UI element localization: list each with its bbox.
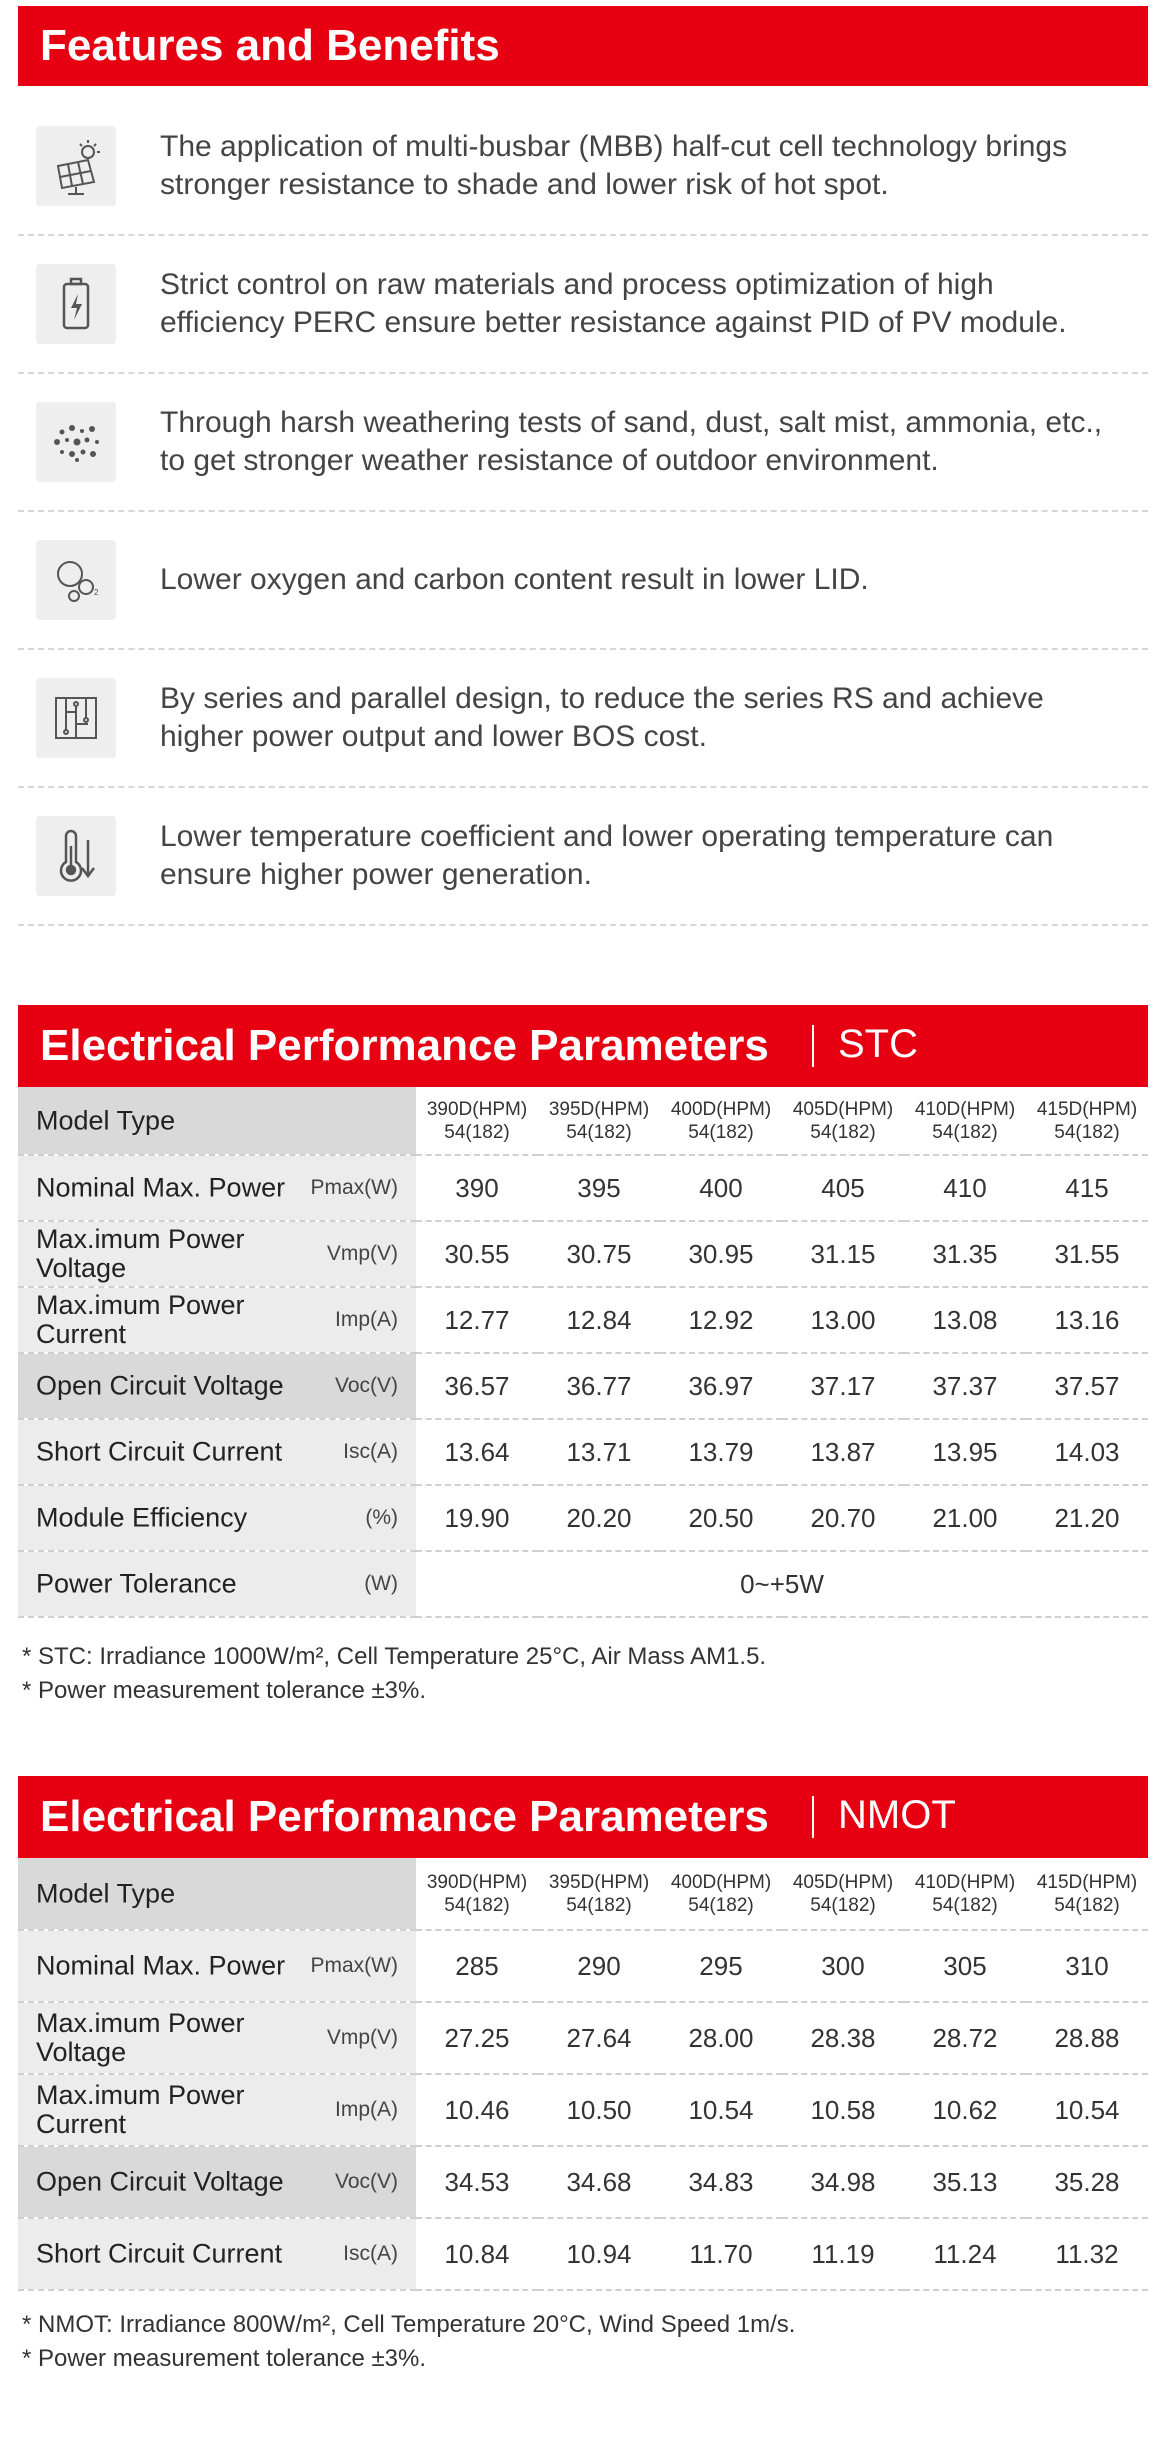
circuit-icon bbox=[36, 678, 116, 758]
value-cell: 28.00 bbox=[660, 2002, 782, 2074]
value-cell: 14.03 bbox=[1026, 1419, 1148, 1485]
value-cell: 35.28 bbox=[1026, 2146, 1148, 2218]
value-cell: 300 bbox=[782, 1930, 904, 2002]
value-cell: 28.88 bbox=[1026, 2002, 1148, 2074]
stc-notes bbox=[22, 1640, 766, 1708]
oxygen-icon bbox=[36, 540, 116, 620]
model-cell: 410D(HPM) 54(182) bbox=[904, 1087, 1026, 1155]
value-cell: 10.50 bbox=[538, 2074, 660, 2146]
row-label: Nominal Max. Power Pmax(W) bbox=[18, 1155, 416, 1221]
model-cell: 390D(HPM) 54(182) bbox=[416, 1858, 538, 1930]
value-cell: 13.87 bbox=[782, 1419, 904, 1485]
stc-table bbox=[18, 1087, 1148, 1618]
value-cell: 34.68 bbox=[538, 2146, 660, 2218]
value-cell: 13.95 bbox=[904, 1419, 1026, 1485]
table-row bbox=[18, 1930, 1148, 2002]
value-cell: 36.97 bbox=[660, 1353, 782, 1419]
model-cell: 400D(HPM) 54(182) bbox=[660, 1858, 782, 1930]
thermometer-icon bbox=[36, 816, 116, 896]
feature-text: Lower oxygen and carbon content result in lower LID. bbox=[160, 563, 869, 596]
table-row bbox=[18, 2218, 1148, 2290]
features-title: Features and Benefits bbox=[40, 21, 500, 70]
model-cell: 405D(HPM) 54(182) bbox=[782, 1858, 904, 1930]
note-line: * Power measurement tolerance ±3%. bbox=[22, 1677, 427, 1704]
value-cell: 30.75 bbox=[538, 1221, 660, 1287]
value-cell: 36.77 bbox=[538, 1353, 660, 1419]
value-cell: 30.95 bbox=[660, 1221, 782, 1287]
value-cell: 11.24 bbox=[904, 2218, 1026, 2290]
model-cell: 400D(HPM) 54(182) bbox=[660, 1087, 782, 1155]
value-cell: 12.77 bbox=[416, 1287, 538, 1353]
value-cell: 28.72 bbox=[904, 2002, 1026, 2074]
value-cell: 405 bbox=[782, 1155, 904, 1221]
value-cell: 10.58 bbox=[782, 2074, 904, 2146]
value-cell: 310 bbox=[1026, 1930, 1148, 2002]
value-cell: 27.25 bbox=[416, 2002, 538, 2074]
row-label: Power Tolerance (W) bbox=[18, 1551, 416, 1617]
value-cell: 36.57 bbox=[416, 1353, 538, 1419]
particles-icon bbox=[36, 402, 116, 482]
row-label: Nominal Max. Power Pmax(W) bbox=[18, 1930, 416, 2002]
value-cell: 11.32 bbox=[1026, 2218, 1148, 2290]
value-cell: 13.00 bbox=[782, 1287, 904, 1353]
value-cell: 410 bbox=[904, 1155, 1026, 1221]
table-row bbox=[18, 1155, 1148, 1221]
model-cell: 410D(HPM) 54(182) bbox=[904, 1858, 1026, 1930]
nmot-table bbox=[18, 1858, 1148, 2291]
note-line: * STC: Irradiance 1000W/m², Cell Temperature 25°C, Air Mass AM1.5. bbox=[22, 1643, 767, 1670]
model-cell: 395D(HPM) 54(182) bbox=[538, 1858, 660, 1930]
row-label: Open Circuit Voltage Voc(V) bbox=[18, 2146, 416, 2218]
table-row bbox=[18, 1485, 1148, 1551]
value-cell: 10.84 bbox=[416, 2218, 538, 2290]
table-row bbox=[18, 1551, 1148, 1617]
value-cell: 390 bbox=[416, 1155, 538, 1221]
model-cell: 415D(HPM) 54(182) bbox=[1026, 1087, 1148, 1155]
value-cell: 290 bbox=[538, 1930, 660, 2002]
value-cell: 12.92 bbox=[660, 1287, 782, 1353]
value-cell: 27.64 bbox=[538, 2002, 660, 2074]
value-cell: 13.64 bbox=[416, 1419, 538, 1485]
value-cell: 31.15 bbox=[782, 1221, 904, 1287]
model-cell: 415D(HPM) 54(182) bbox=[1026, 1858, 1148, 1930]
table-row bbox=[18, 1858, 1148, 1930]
table-row bbox=[18, 1419, 1148, 1485]
value-cell: 20.20 bbox=[538, 1485, 660, 1551]
value-cell: 31.55 bbox=[1026, 1221, 1148, 1287]
value-cell: 20.70 bbox=[782, 1485, 904, 1551]
table-row bbox=[18, 1353, 1148, 1419]
note-line: * NMOT: Irradiance 800W/m², Cell Temperature 20°C, Wind Speed 1m/s. bbox=[22, 2311, 796, 2338]
note-line: * Power measurement tolerance ±3%. bbox=[22, 2345, 427, 2372]
feature-item bbox=[18, 650, 1148, 788]
stc-title: Electrical Performance Parameters bbox=[40, 1021, 769, 1070]
tolerance-value: 0~+5W bbox=[416, 1551, 1148, 1617]
value-cell: 34.83 bbox=[660, 2146, 782, 2218]
value-cell: 28.38 bbox=[782, 2002, 904, 2074]
value-cell: 31.35 bbox=[904, 1221, 1026, 1287]
model-cell: 390D(HPM) 54(182) bbox=[416, 1087, 538, 1155]
value-cell: 34.53 bbox=[416, 2146, 538, 2218]
row-label: Module Efficiency (%) bbox=[18, 1485, 416, 1551]
feature-item bbox=[18, 374, 1148, 512]
nmot-title: Electrical Performance Parameters bbox=[40, 1792, 769, 1841]
stc-header bbox=[18, 1005, 1148, 1087]
nmot-suffix: NMOT bbox=[838, 1793, 956, 1837]
value-cell: 13.79 bbox=[660, 1419, 782, 1485]
table-row bbox=[18, 2074, 1148, 2146]
feature-text: Through harsh weathering tests of sand, dust, salt mist, ammonia, etc., to get stronger weather resistance of outdoor environment. bbox=[160, 406, 1103, 477]
row-label: Max.imum Power Current Imp(A) bbox=[18, 1287, 416, 1353]
value-cell: 12.84 bbox=[538, 1287, 660, 1353]
value-cell: 10.62 bbox=[904, 2074, 1026, 2146]
value-cell: 10.54 bbox=[1026, 2074, 1148, 2146]
value-cell: 10.94 bbox=[538, 2218, 660, 2290]
stc-suffix: STC bbox=[838, 1022, 918, 1066]
value-cell: 400 bbox=[660, 1155, 782, 1221]
table-row bbox=[18, 2146, 1148, 2218]
feature-item bbox=[18, 788, 1148, 926]
value-cell: 21.20 bbox=[1026, 1485, 1148, 1551]
row-label bbox=[18, 1858, 416, 1930]
value-cell: 13.16 bbox=[1026, 1287, 1148, 1353]
feature-text: The application of multi-busbar (MBB) half-cut cell technology brings stronger resistance to shade and lower risk of hot spot. bbox=[160, 130, 1068, 201]
feature-text: Lower temperature coefficient and lower operating temperature can ensure higher power generation. bbox=[160, 820, 1054, 891]
model-cell: 405D(HPM) 54(182) bbox=[782, 1087, 904, 1155]
row-label: Short Circuit Current Isc(A) bbox=[18, 2218, 416, 2290]
value-cell: 10.54 bbox=[660, 2074, 782, 2146]
value-cell: 21.00 bbox=[904, 1485, 1026, 1551]
value-cell: 395 bbox=[538, 1155, 660, 1221]
value-cell: 13.71 bbox=[538, 1419, 660, 1485]
feature-text: By series and parallel design, to reduce the series RS and achieve higher power output and lower BOS cost. bbox=[160, 682, 1044, 753]
value-cell: 20.50 bbox=[660, 1485, 782, 1551]
model-cell: 395D(HPM) 54(182) bbox=[538, 1087, 660, 1155]
feature-item bbox=[18, 98, 1148, 236]
feature-text: Strict control on raw materials and process optimization of high efficiency PERC ensure better resistance against PID of PV module. bbox=[160, 268, 1067, 339]
value-cell: 10.46 bbox=[416, 2074, 538, 2146]
value-cell: 34.98 bbox=[782, 2146, 904, 2218]
value-cell: 19.90 bbox=[416, 1485, 538, 1551]
title-divider bbox=[812, 1796, 814, 1838]
value-cell: 13.08 bbox=[904, 1287, 1026, 1353]
model-type-label: Model Type bbox=[36, 1105, 176, 1135]
value-cell: 305 bbox=[904, 1930, 1026, 2002]
row-label: Short Circuit Current Isc(A) bbox=[18, 1419, 416, 1485]
value-cell: 30.55 bbox=[416, 1221, 538, 1287]
features-header bbox=[18, 6, 1148, 86]
row-label: Max.imum Power Voltage Vmp(V) bbox=[18, 2002, 416, 2074]
svg-text:2: 2 bbox=[94, 588, 99, 597]
row-label: Max.imum Power Voltage Vmp(V) bbox=[18, 1221, 416, 1287]
value-cell: 11.70 bbox=[660, 2218, 782, 2290]
table-row bbox=[18, 1287, 1148, 1353]
value-cell: 37.17 bbox=[782, 1353, 904, 1419]
value-cell: 415 bbox=[1026, 1155, 1148, 1221]
table-row bbox=[18, 1087, 1148, 1155]
value-cell: 37.57 bbox=[1026, 1353, 1148, 1419]
battery-icon bbox=[36, 264, 116, 344]
value-cell: 35.13 bbox=[904, 2146, 1026, 2218]
title-divider bbox=[812, 1025, 814, 1067]
value-cell: 295 bbox=[660, 1930, 782, 2002]
row-label: Open Circuit Voltage Voc(V) bbox=[18, 1353, 416, 1419]
solar-panel-icon bbox=[36, 126, 116, 206]
table-row bbox=[18, 2002, 1148, 2074]
feature-item bbox=[18, 512, 1148, 650]
feature-item bbox=[18, 236, 1148, 374]
row-label: Max.imum Power Current Imp(A) bbox=[18, 2074, 416, 2146]
value-cell: 285 bbox=[416, 1930, 538, 2002]
value-cell: 11.19 bbox=[782, 2218, 904, 2290]
model-type-label: Model Type bbox=[36, 1878, 176, 1908]
table-row bbox=[18, 1221, 1148, 1287]
value-cell: 37.37 bbox=[904, 1353, 1026, 1419]
nmot-notes bbox=[22, 2308, 795, 2376]
nmot-header bbox=[18, 1776, 1148, 1858]
row-label bbox=[18, 1087, 416, 1155]
